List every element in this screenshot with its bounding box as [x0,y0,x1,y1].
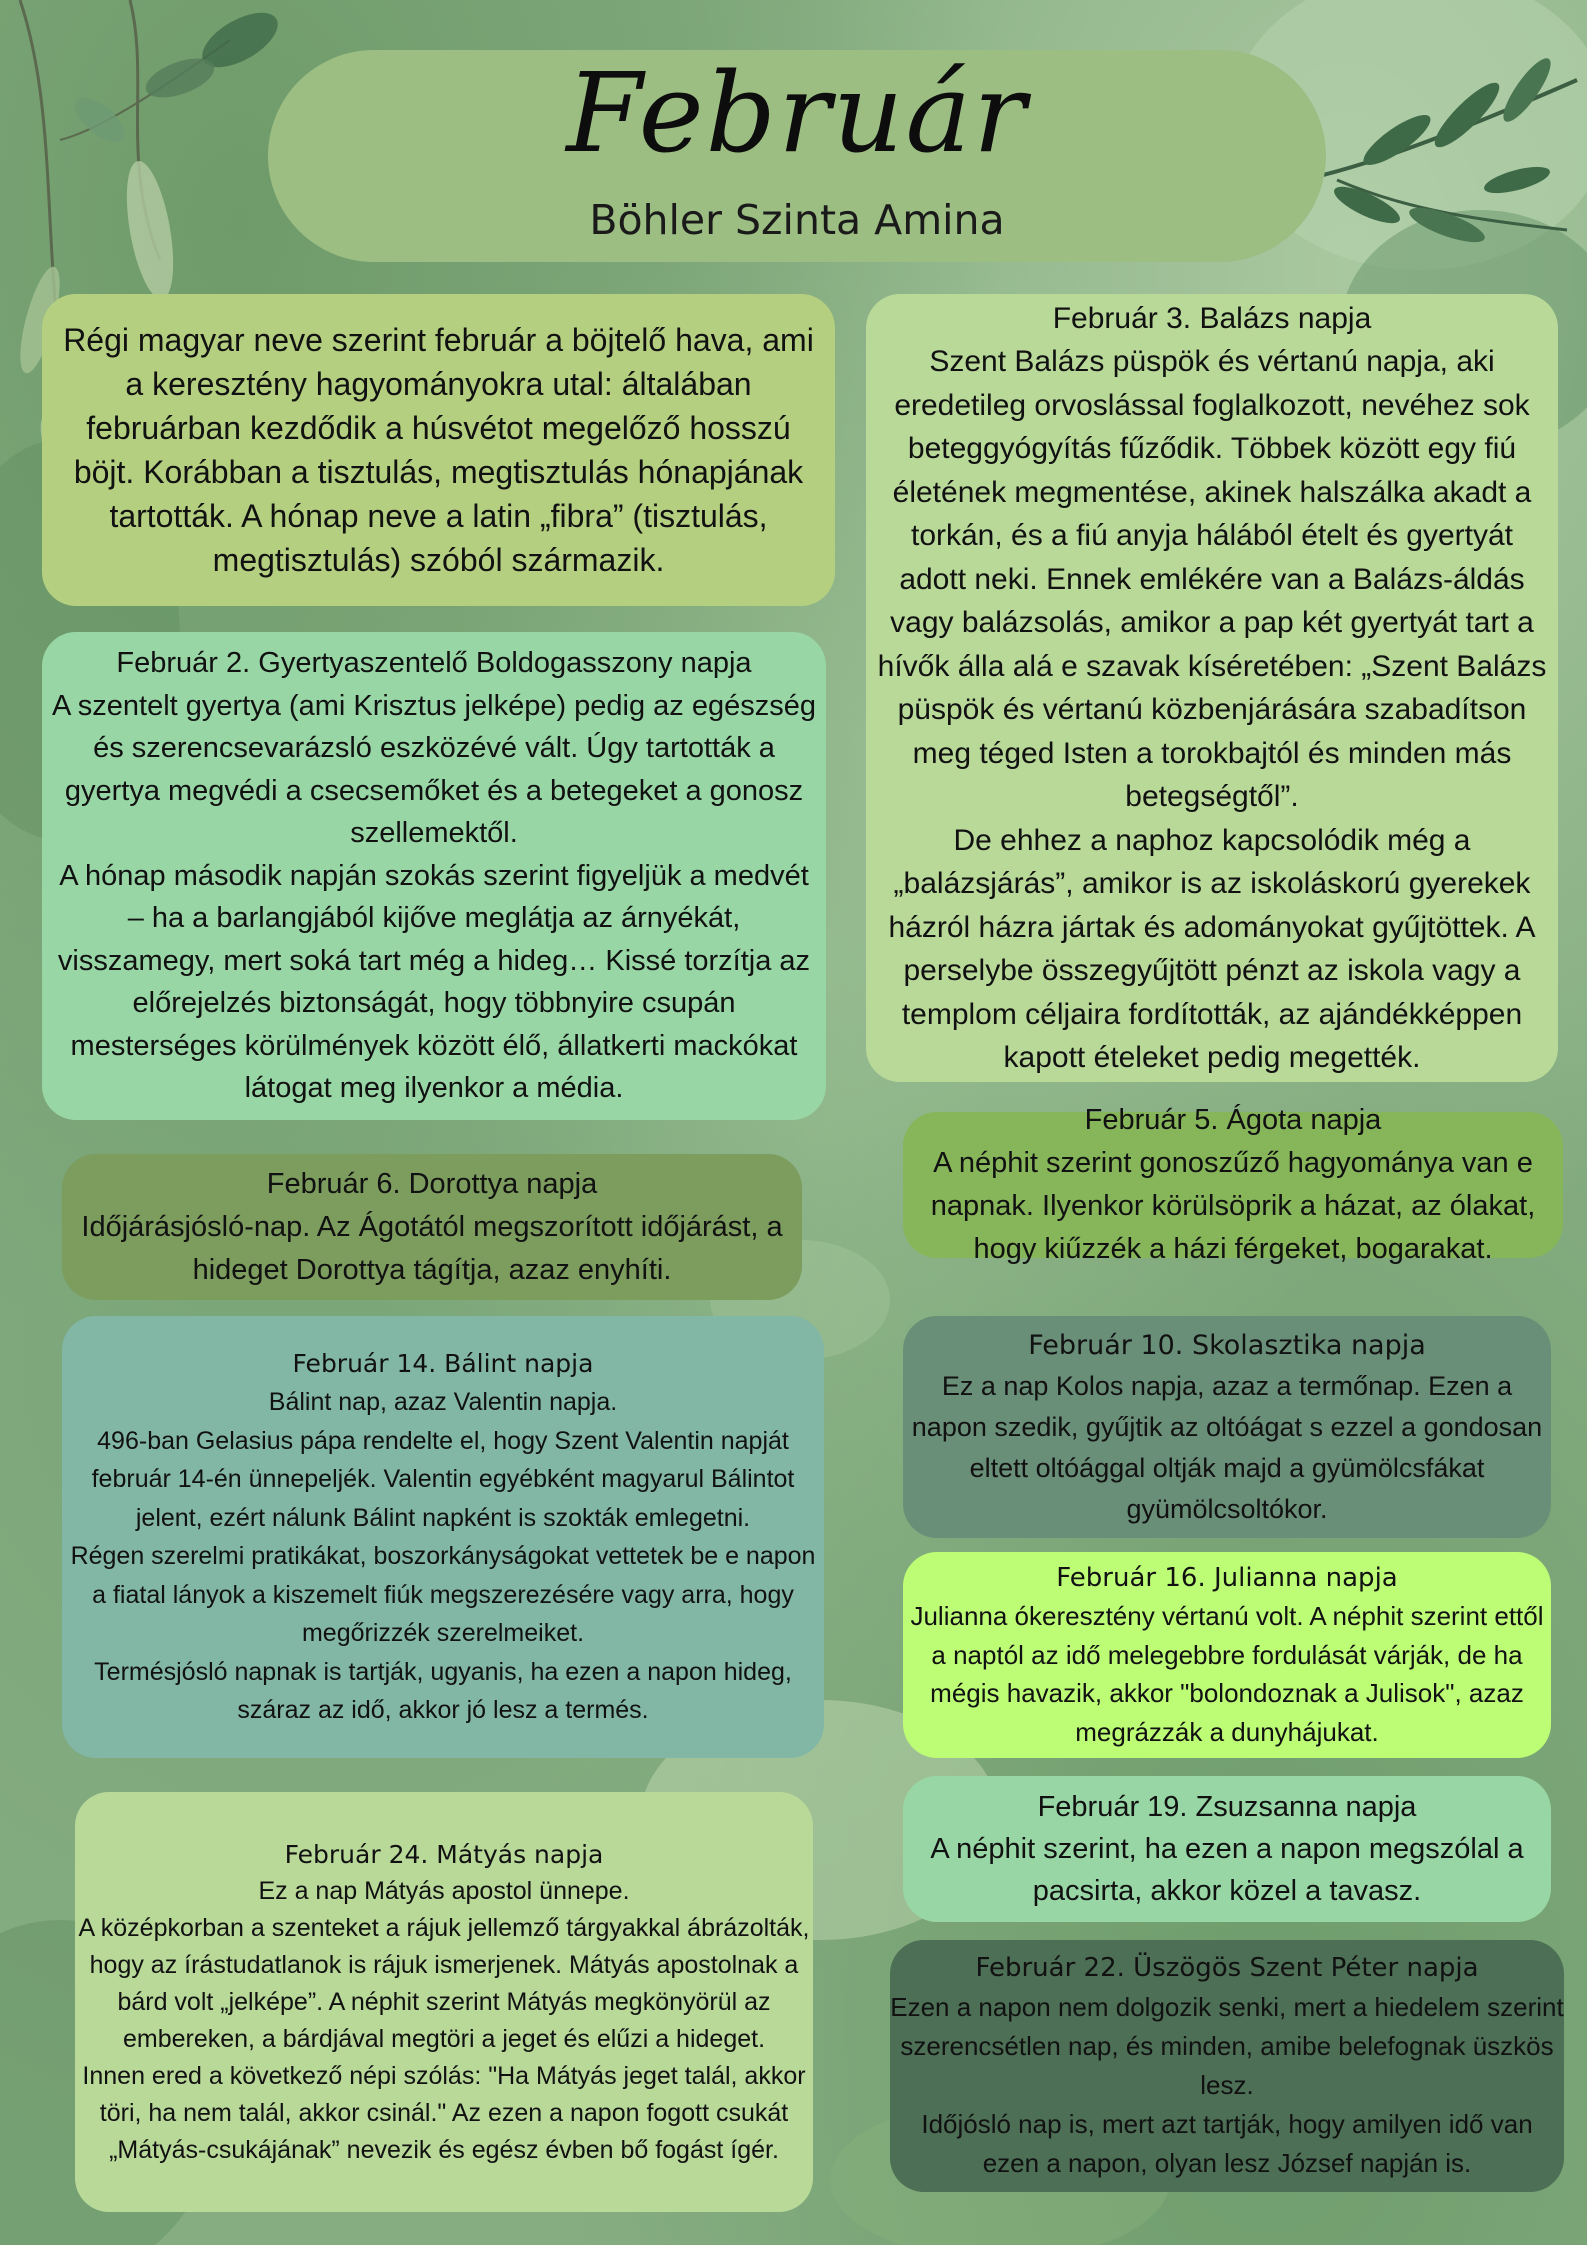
agota-title: Február 5. Ágota napja [1084,1104,1382,1136]
peter-text-1: Ezen a napon nem dolgozik senki, mert a hiedelem szerint szerencsétlen nap, és minden, amibe belefognak üszkös lesz. [890,1992,1564,2100]
julianna-text: Julianna ókeresztény vértanú volt. A néphit szerint ettől a naptól az idő melegebbre fordulását várják, de ha mégis havazik, akkor "bolondoznak a Julisok", azaz megrázzák a dunyhájukat. [910,1601,1544,1747]
author-name: Böhler Szinta Amina [589,196,1005,244]
skolasztika-card [903,1316,1551,1538]
peter-card [890,1940,1564,2192]
zsuzsanna-text: A néphit szerint, ha ezen a napon megszólal a pacsirta, akkor közel a tavasz. [930,1833,1524,1907]
balint-text-4: Termésjósló napnak is tartják, ugyanis, ha ezen a napon hideg, száraz az idő, akkor jó lesz a termés. [94,1657,792,1724]
agota-text: A néphit szerint gonoszűző hagyománya van e napnak. Ilyenkor körülsöprik a házat, az ólakat, hogy kiűzzék a házi férgeket, bogarakat. [930,1147,1536,1265]
balint-card [62,1316,824,1758]
gyertya-title: Február 2. Gyertyaszentelő Boldogasszony napja [116,647,752,680]
peter-title: Február 22. Üszögös Szent Péter napja [975,1953,1479,1983]
skola-text: Ez a nap Kolos napja, azaz a termőnap. Ezen a napon szedik, gyűjtik az oltóágat s ezzel a gondosan eltett oltóággal oltják majd a gyümölcsfákat gyümölcsoltókor. [911,1370,1543,1524]
balazs-text-2: De ehhez a naphoz kapcsolódik még a „balázsjárás”, amikor is az iskoláskorú gyerekek házról házra jártak és adományokat gyűjtöttek. A perselybe összegyűjtött pénzt az iskola vagy a templom céljaira fordították, az ajándékképpen kapott ételeket pedig megették. [888,823,1536,1074]
zsuzsanna-title: Február 19. Zsuzsanna napja [1037,1791,1417,1823]
balint-text-1: Bálint nap, azaz Valentin napja. [268,1388,618,1416]
balazs-title: Február 3. Balázs napja [1052,301,1372,335]
dorottya-text: Időjárásjósló-nap. Az Ágotától megszorított időjárást, a hideget Dorottya tágítja, azaz enyhíti. [81,1210,783,1286]
julianna-title: Február 16. Julianna napja [1056,1562,1398,1593]
balazs-text-1: Szent Balázs püspök és vértanú napja, aki eredetileg orvoslással foglalkozott, nevéhez sok beteggyógyítás fűződik. Többek között egy fiú életének megmentése, akinek halszálka akadt a torkán, és a fiú anyja hálából ételt és gyertyát adott neki. Ennek emlékére van a Balázs-áldás vagy balázsolás, amikor a pap két gyertyát tart a hívők álla alá e szavak kíséretében: „Szent Balázs püspök és vértanú közbenjárására szabadítson meg téged Isten a torokbajtól és minden más betegségtől”. [877,345,1547,813]
balint-text-3: Régen szerelmi pratikákat, boszorkányságokat vettetek be e napon a fiatal lányok a kiszemelt fiúk megszerezésére vagy arra, hogy megőrizzék szerelmeiket. [70,1542,816,1647]
matyas-card [75,1792,813,2212]
balint-text-2: 496-ban Gelasius pápa rendelte el, hogy Szent Valentin napját február 14-én ünnepeljék. Valentin egyébként magyarul Bálintot jelent, ezért nálunk Bálint napként is szokták emlegetni. [91,1426,795,1532]
balint-title: Február 14. Bálint napja [292,1348,594,1378]
peter-text-2: Időjósló nap is, mert azt tartják, hogy amilyen idő van ezen a napon, olyan lesz József napján is. [921,2109,1533,2178]
balazs-card [866,294,1558,1082]
matyas-text-3: Innen ered a következő népi szólás: "Ha Mátyás jeget talál, akkor töri, ha nem talál, akkor csinál." Az ezen a napon fogott csukát „Mátyás-csukájának” nevezik és egész évben bő fogást ígér. [82,2061,806,2164]
page-title: Február [566,49,1028,177]
matyas-text-2: A középkorban a szenteket a rájuk jellemző tárgyakkal ábrázolták, hogy az írástudatlanok is rájuk ismerjenek. Mátyás apostolnak a bárd volt „jelképe”. A néphit szerint Mátyás megkönyörül az embereken, a bárdjával megtöri a jeget és elűzi a hideget. [78,1913,810,2053]
gyertya-text-2: A hónap második napján szokás szerint figyeljük a medvét – ha a barlangjából kijőve meglátja az árnyékát, visszamegy, mert soká tart még a hideg… Kissé torzítja az előrejelzés biztonságát, hogy többnyire csupán mesterséges körülmények között élő, állatkerti mackókat látogat meg ilyenkor a média. [57,859,811,1105]
dorottya-card [62,1154,802,1300]
zsuzsanna-card [903,1776,1551,1922]
gyertyaszentelo-card [42,632,826,1120]
matyas-text-1: Ez a nap Mátyás apostol ünnepe. [258,1876,630,1905]
intro-card [42,294,835,606]
skola-title: Február 10. Skolasztika napja [1028,1329,1426,1361]
matyas-title: Február 24. Mátyás napja [284,1839,604,1869]
intro-text: Régi magyar neve szerint február a böjtelő hava, ami a keresztény hagyományokra utal: általában februárban kezdődik a húsvétot megelőző hosszú böjt. Korábban a tisztulás, megtisztulás hónapjának tartották. A hónap neve a latin „fibra” (tisztulás, megtisztulás) szóból származik. [63,322,814,578]
agota-card [903,1104,1563,1265]
dorottya-title: Február 6. Dorottya napja [266,1167,598,1200]
julianna-card [903,1552,1551,1758]
gyertya-text-1: A szentelt gyertya (ami Krisztus jelképe) pedig az egészség és szerencsevarázsló eszközévé vált. Úgy tartották a gyertya megvédi a csecsemőket és a betegeket a gonosz szellemektől. [51,689,817,850]
